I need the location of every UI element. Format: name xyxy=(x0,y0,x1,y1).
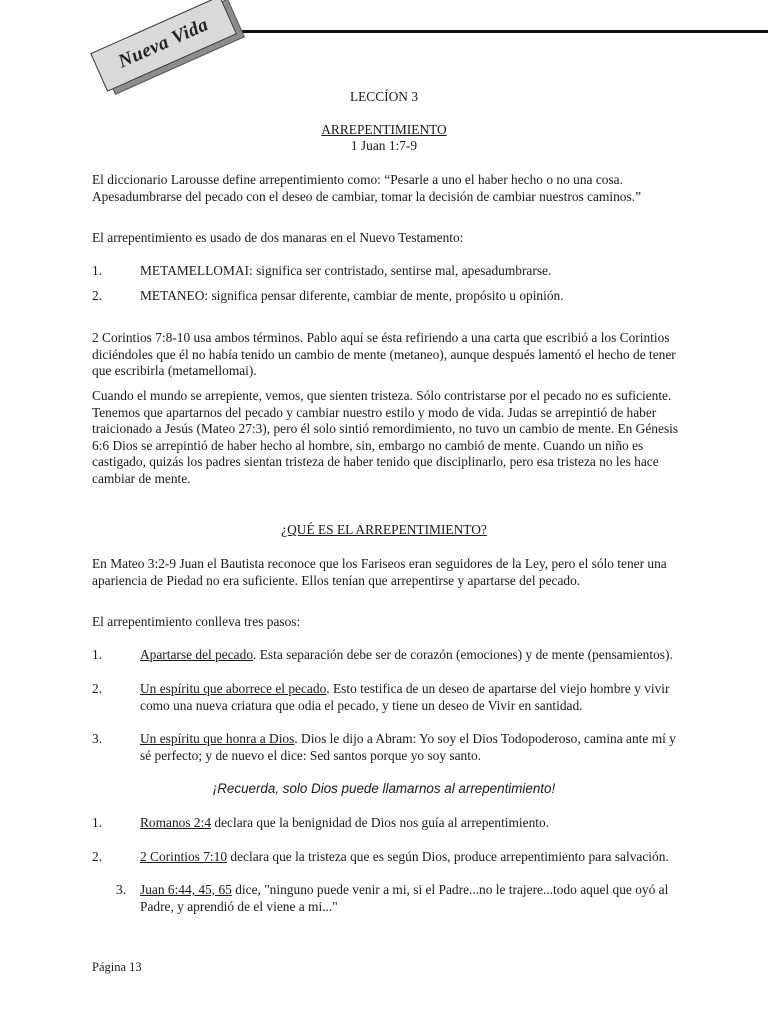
list-item-text: dice, "ninguno puede venir a mi, si el Padre...no le trajere...todo aquel que oyó al Padre, y aprendió de el viene a mi..." xyxy=(140,882,669,914)
paragraph-mundo: Cuando el mundo se arrepiente, vemos, que sienten tristeza. Sólo contristarse por el pecado no es suficiente. Tenemos que apartarnos del pecado y cambiar nuestro estilo y modo de vida. Judas se arrepintió de haber traicionado a Jesús (Mateo 27:3), pero él solo sintió remordimiento, no tuvo un cambio de mente. En Génesis 6:6 Dios se arrepintió de haber hecho al hombre, sin, embargo no cambió de mente. Cuando un niño es castigado, quizás los padres sientan tristeza de haber tenido que disciplinarlo, pero esa tristeza no les hace cambiar de mente. xyxy=(92,388,679,486)
list-number: 1. xyxy=(92,263,103,278)
list-item-heading: Un espíritu que aborrece el pecado xyxy=(140,681,327,696)
list-number: 2. xyxy=(92,681,103,696)
list-item xyxy=(140,882,680,915)
list-item-heading: Un espíritu que honra a Dios xyxy=(140,731,295,746)
list-item-text: declara que la tristeza que es según Dios, produce arrepentimiento para salvación. xyxy=(227,849,669,864)
list-item xyxy=(140,681,680,714)
list-item: METAMELLOMAI: significa ser contristado, sentirse mal, apesadumbrarse. xyxy=(140,263,552,278)
scripture-link: 2 Corintios 7:10 xyxy=(140,849,228,864)
logo-text: Nueva Vida xyxy=(90,0,237,92)
list-item-text: . Dios le dijo a Abram: Yo soy el Dios Todopoderoso, camina ante mí y sé perfecto; y de nuevo el dice: Sed santos porque yo soy santo. xyxy=(140,731,676,763)
paragraph-mateo: En Mateo 3:2-9 Juan el Bautista reconoce que los Fariseos eran seguidores de la Ley, pero el sólo tener una apariencia de Piedad no era suficiente. Ellos tenían que arrepentirse y apartarse del pecado. xyxy=(92,556,667,588)
nueva-vida-logo xyxy=(78,0,232,73)
list-item-text: . Esto testifica de un deseo de apartarse del viejo hombre y vivir como una nueva criatura que odia el pecado, y tiene un deseo de Vivir en santidad. xyxy=(140,681,670,713)
list-number: 2. xyxy=(92,849,103,864)
list-number: 2. xyxy=(92,288,103,303)
list-item: METANEO: significa pensar diferente, cambiar de mente, propósito u opinión. xyxy=(140,288,564,303)
lesson-number: LECCÍON 3 xyxy=(349,89,419,104)
list-item xyxy=(140,647,680,664)
list-item xyxy=(140,849,680,866)
list-number: 1. xyxy=(92,815,103,830)
lesson-title: ARREPENTIMIENTO xyxy=(321,122,447,137)
list-item-heading: Apartarse del pecado xyxy=(140,647,254,662)
list-item xyxy=(140,731,680,764)
callout-remember: ¡Recuerda, solo Dios puede llamarnos al arrepentimiento! xyxy=(212,781,556,796)
scripture-reference: 1 Juan 1:7-9 xyxy=(350,138,418,153)
paragraph-pasos: El arrepentimiento conlleva tres pasos: xyxy=(92,614,301,629)
paragraph-corintios: 2 Corintios 7:8-10 usa ambos términos. Pablo aquí se ésta refiriendo a una carta que escribió a los Corintios diciéndoles que él no había tenido un cambio de mente (metaneo), aunque después lamentó el hecho de tener que escribirla (metamellomai). xyxy=(92,330,676,378)
paragraph-usage: El arrepentimiento es usado de dos manaras en el Nuevo Testamento: xyxy=(92,230,464,245)
list-number: 3. xyxy=(92,731,103,746)
list-item-text: declara que la benignidad de Dios nos guía al arrepentimiento. xyxy=(211,815,550,830)
list-number: 3. xyxy=(116,882,127,897)
list-item xyxy=(140,815,680,832)
scripture-link: Juan 6:44, 45, 65 xyxy=(140,882,232,897)
paragraph-definition: El diccionario Larousse define arrepentimiento como: “Pesarle a uno el haber hecho o no una cosa. Apesadumbrarse del pecado con el deseo de cambiar, tomar la decisión de cambiar nuestros caminos.” xyxy=(92,172,642,204)
page-number: Página 13 xyxy=(92,960,142,974)
list-number: 1. xyxy=(92,647,103,662)
scripture-link: Romanos 2:4 xyxy=(140,815,212,830)
list-item-text: . Esta separación debe ser de corazón (emociones) y de mente (pensamientos). xyxy=(253,647,673,662)
section-heading: ¿QUÉ ES EL ARREPENTIMIENTO? xyxy=(281,522,487,537)
